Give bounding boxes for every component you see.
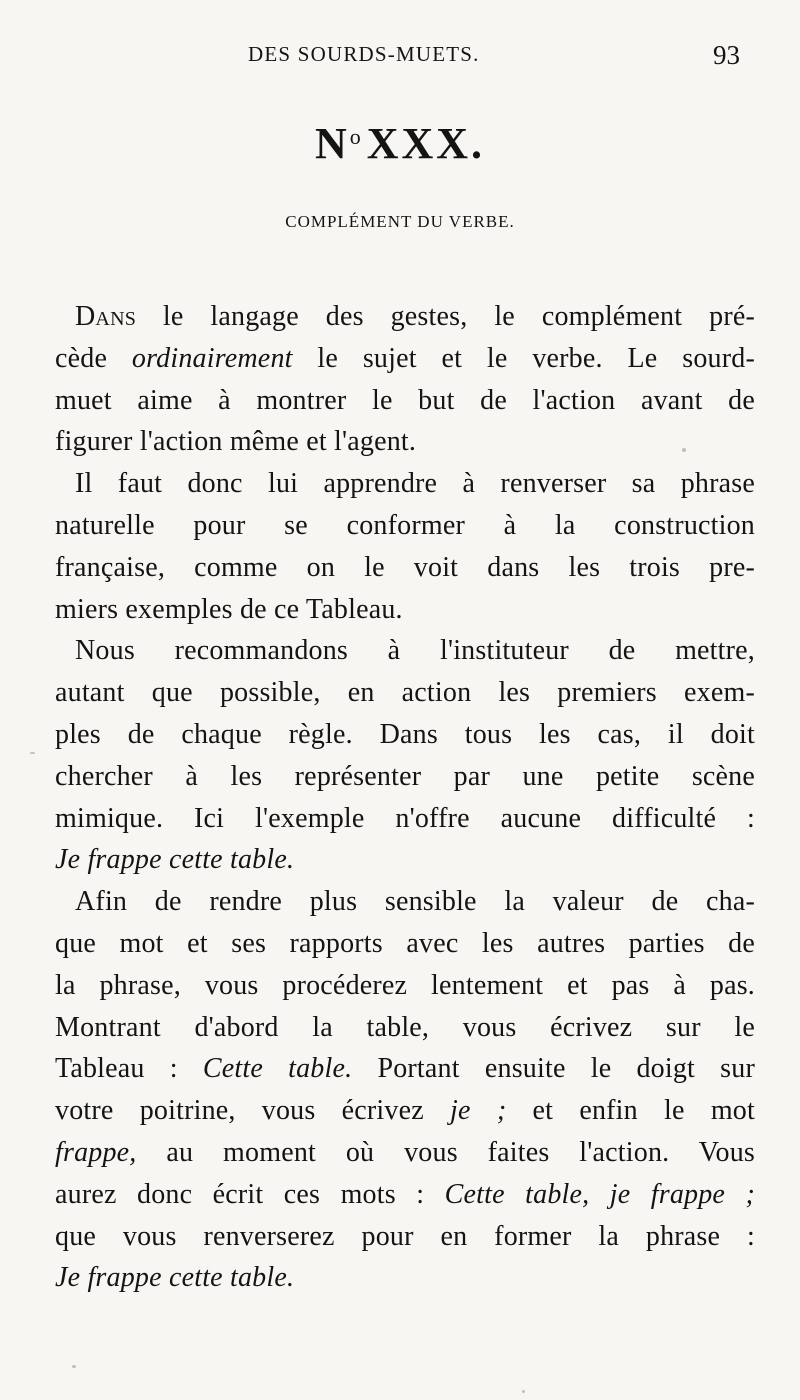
running-title: DES SOURDS-MUETS.	[248, 42, 480, 66]
text-line: chercher à les représenter par une petite scène	[55, 760, 755, 792]
italic-span: ordinairement	[131, 342, 293, 374]
text-line: mimique. Ici l'exemple n'offre aucune difficulté :	[55, 802, 755, 834]
text-line: Nous recommandons à l'instituteur de mettre,	[75, 635, 755, 667]
text-line: Afin de rendre plus sensible la valeur de cha-	[75, 886, 755, 918]
section-title: COMPLÉMENT DU VERBE.	[285, 212, 515, 231]
italic-span: frappe,	[55, 1136, 137, 1168]
paragraph-4	[55, 881, 755, 1299]
italic-span: Je frappe cette table.	[55, 1262, 295, 1294]
italic-span: Cette table.	[202, 1053, 353, 1085]
text-line: Montrant d'abord la table, vous écrivez sur le	[55, 1011, 755, 1043]
paragraph-2	[55, 463, 755, 630]
number-roman: XXX.	[366, 119, 486, 168]
text-span: aurez donc écrit ces mots :	[55, 1178, 445, 1210]
page-number: 93	[713, 40, 740, 70]
italic-span: Cette table, je frappe ;	[444, 1178, 755, 1210]
text-span: le langage des gestes, le complément pré-	[136, 301, 755, 332]
text-line	[55, 296, 755, 338]
print-speck	[682, 448, 686, 452]
text-line	[55, 1257, 755, 1299]
text-span: votre poitrine, vous écrivez	[55, 1095, 451, 1127]
text-line: que mot et ses rapports avec les autres parties de	[55, 927, 755, 959]
number-prefix: N	[314, 119, 350, 168]
text-line: figurer l'action même et l'agent.	[55, 426, 417, 458]
text-span: Tableau :	[55, 1053, 203, 1085]
text-line	[55, 839, 755, 881]
section-number-heading	[0, 118, 800, 169]
text-line: miers exemples de ce Tableau.	[55, 593, 403, 625]
text-line	[55, 1090, 755, 1132]
text-line	[55, 1174, 755, 1216]
italic-span: Je frappe cette table.	[55, 844, 295, 876]
text-line: Il faut donc lui apprendre à renverser sa phrase	[75, 468, 755, 500]
text-line: autant que possible, en action les premiers exem-	[55, 677, 755, 709]
print-speck	[522, 1390, 525, 1393]
print-speck	[72, 1365, 76, 1368]
body-text	[55, 296, 755, 1299]
text-line: naturelle pour se conformer à la construction	[55, 509, 755, 541]
text-span: cède	[55, 342, 132, 374]
text-line	[55, 1048, 755, 1090]
text-span: Portant ensuite le doigt sur	[352, 1053, 755, 1085]
text-line	[55, 1132, 755, 1174]
print-speck	[30, 752, 35, 754]
text-span: le sujet et le verbe. Le sourd-	[292, 342, 755, 374]
text-line	[55, 338, 755, 380]
text-line: française, comme on le voit dans les trois pre-	[55, 551, 755, 583]
number-superscript: o	[349, 124, 361, 149]
text-span: au moment où vous faites l'action. Vous	[136, 1136, 755, 1168]
text-line: que vous renverserez pour en former la phrase :	[55, 1220, 755, 1252]
paragraph-3	[55, 630, 755, 881]
text-line: muet aime à montrer le but de l'action avant de	[55, 384, 755, 416]
text-line: la phrase, vous procéderez lentement et pas à pas.	[55, 969, 755, 1001]
running-head	[0, 36, 800, 76]
text-line: ples de chaque règle. Dans tous les cas, il doit	[55, 718, 755, 750]
drop-word: Dans	[75, 301, 137, 332]
text-span: et enfin le mot	[506, 1095, 755, 1127]
italic-span: je ;	[450, 1095, 507, 1127]
paragraph-1	[55, 296, 755, 463]
